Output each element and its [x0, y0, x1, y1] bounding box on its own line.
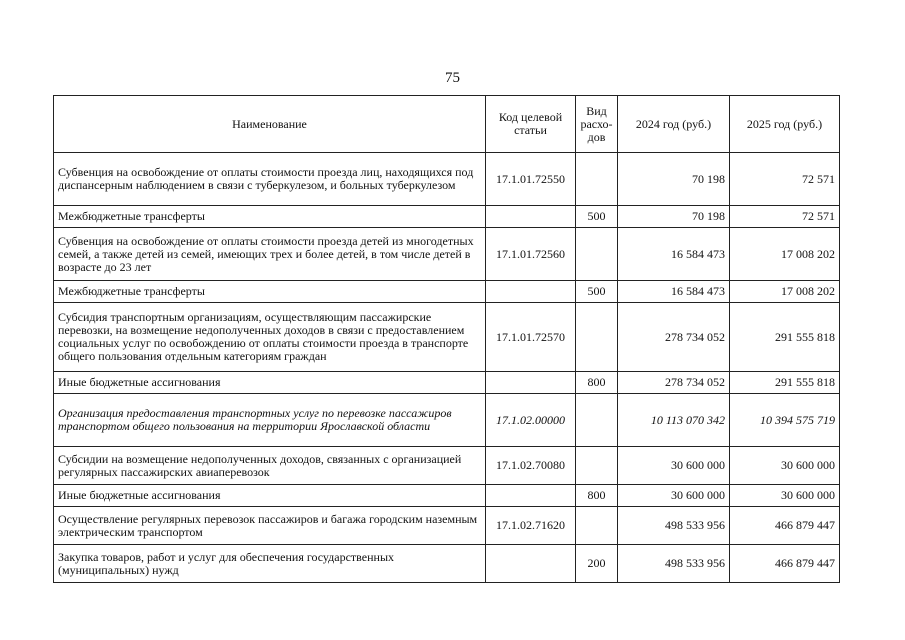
row-name: Межбюджетные трансферты: [54, 281, 486, 303]
row-2025: 466 879 447: [730, 545, 840, 583]
row-2025: 466 879 447: [730, 507, 840, 545]
row-2024: 10 113 070 342: [618, 394, 730, 447]
row-expense-type: [576, 303, 618, 372]
row-code: 17.1.01.72550: [486, 153, 576, 206]
table-row: [54, 507, 840, 545]
row-2024: 498 533 956: [618, 507, 730, 545]
table-row: [54, 303, 840, 372]
row-2024: 70 198: [618, 206, 730, 228]
row-expense-type: 800: [576, 372, 618, 394]
table-header-row: [54, 96, 840, 153]
row-2025: 72 571: [730, 153, 840, 206]
row-expense-type: 500: [576, 281, 618, 303]
row-expense-type: [576, 447, 618, 485]
header-code: Код целевой статьи: [486, 96, 576, 153]
row-code: 17.1.01.72570: [486, 303, 576, 372]
row-2025: 30 600 000: [730, 485, 840, 507]
table-row: [54, 447, 840, 485]
row-name: Осуществление регулярных перевозок пассажиров и багажа городским наземным электрическим транспортом: [54, 507, 486, 545]
row-2025: 30 600 000: [730, 447, 840, 485]
row-2025: 10 394 575 719: [730, 394, 840, 447]
row-expense-type: [576, 394, 618, 447]
row-expense-type: [576, 228, 618, 281]
row-code: 17.1.02.71620: [486, 507, 576, 545]
table-row: [54, 372, 840, 394]
row-name: Субвенция на освобождение от оплаты стоимости проезда детей из многодетных семей, а также детей из семей, имеющих трех и более детей, в том числе детей в возрасте до 23 лет: [54, 228, 486, 281]
row-2024: 70 198: [618, 153, 730, 206]
row-name: Иные бюджетные ассигнования: [54, 372, 486, 394]
row-name: Закупка товаров, работ и услуг для обеспечения государственных (муниципальных) нужд: [54, 545, 486, 583]
table-row: [54, 394, 840, 447]
row-code: [486, 372, 576, 394]
row-name: Субсидии на возмещение недополученных доходов, связанных с организацией регулярных пассажирских авиаперевозок: [54, 447, 486, 485]
row-2024: 498 533 956: [618, 545, 730, 583]
table-row: [54, 485, 840, 507]
table-row: [54, 545, 840, 583]
row-2024: 278 734 052: [618, 372, 730, 394]
table-row: [54, 281, 840, 303]
row-code: 17.1.02.70080: [486, 447, 576, 485]
budget-table: [53, 95, 840, 583]
row-name: Иные бюджетные ассигнования: [54, 485, 486, 507]
row-2024: 278 734 052: [618, 303, 730, 372]
row-code: 17.1.02.00000: [486, 394, 576, 447]
header-name: Наименование: [54, 96, 486, 153]
table-row: [54, 206, 840, 228]
row-code: 17.1.01.72560: [486, 228, 576, 281]
row-code: [486, 485, 576, 507]
row-expense-type: 200: [576, 545, 618, 583]
row-code: [486, 545, 576, 583]
header-2024: 2024 год (руб.): [618, 96, 730, 153]
row-2025: 17 008 202: [730, 228, 840, 281]
row-code: [486, 281, 576, 303]
row-2024: 30 600 000: [618, 447, 730, 485]
header-expense-type: Вид расхо-дов: [576, 96, 618, 153]
row-name: Межбюджетные трансферты: [54, 206, 486, 228]
row-2025: 72 571: [730, 206, 840, 228]
table-row: [54, 153, 840, 206]
row-name: Субсидия транспортным организациям, осуществляющим пассажирские перевозки, на возмещение недополученных доходов в связи с предоставлением социальных услуг по освобождению от оплаты стоимости проезда в транспорте общего пользования отдельным категориям граждан: [54, 303, 486, 372]
row-2024: 16 584 473: [618, 281, 730, 303]
row-expense-type: 500: [576, 206, 618, 228]
row-2024: 30 600 000: [618, 485, 730, 507]
row-expense-type: [576, 153, 618, 206]
row-expense-type: 800: [576, 485, 618, 507]
row-expense-type: [576, 507, 618, 545]
table-row: [54, 228, 840, 281]
row-2025: 17 008 202: [730, 281, 840, 303]
row-2024: 16 584 473: [618, 228, 730, 281]
row-2025: 291 555 818: [730, 372, 840, 394]
row-code: [486, 206, 576, 228]
row-name: Организация предоставления транспортных услуг по перевозке пассажиров транспортом общего пользования на территории Ярославской области: [54, 394, 486, 447]
page-number: 75: [445, 70, 460, 86]
row-name: Субвенция на освобождение от оплаты стоимости проезда лиц, находящихся под диспансерным наблюдением в связи с туберкулезом, и больных туберкулезом: [54, 153, 486, 206]
header-2025: 2025 год (руб.): [730, 96, 840, 153]
row-2025: 291 555 818: [730, 303, 840, 372]
